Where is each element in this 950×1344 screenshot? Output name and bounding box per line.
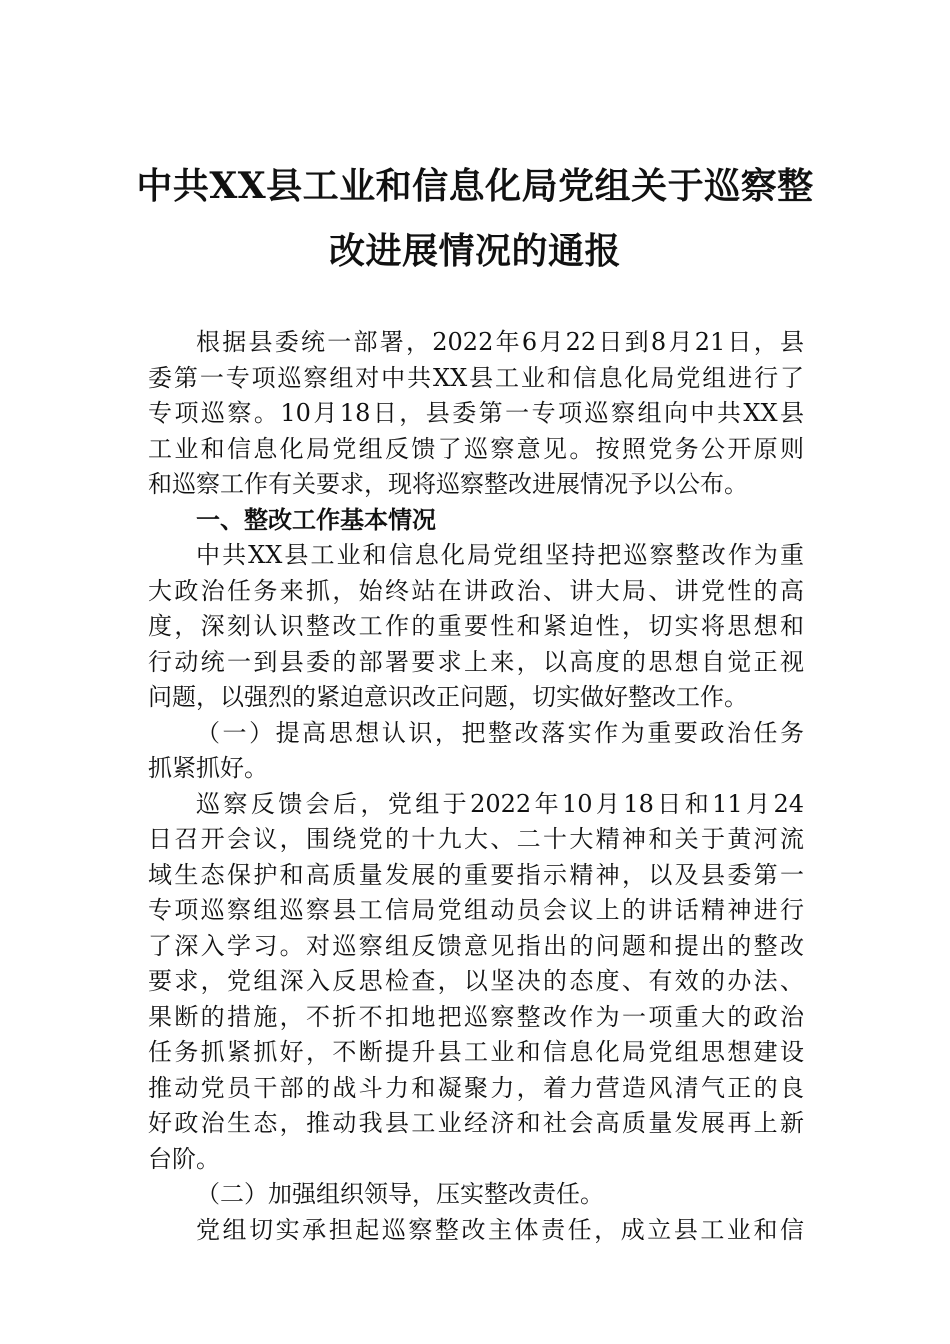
paragraph-line: 要求，党组深入反思检查，以坚决的态度、有效的办法、 [148, 967, 804, 995]
paragraph-line: 日召开会议，围绕党的十九大、二十大精神和关于黄河流 [148, 825, 804, 853]
document-title-line-1: 中共XX县工业和信息化局党组关于巡察整 [136, 165, 814, 207]
paragraph-line: 大政治任务来抓，始终站在讲政治、讲大局、讲党性的高 [148, 576, 804, 605]
paragraph-line: 工业和信息化局党组反馈了巡察意见。按照党务公开原则 [148, 434, 804, 463]
paragraph-line: 度，深刻认识整改工作的重要性和紧迫性，切实将思想和 [148, 612, 804, 640]
subsection-heading-continuation: 抓紧抓好。 [148, 754, 268, 782]
paragraph-line: 问题，以强烈的紧迫意识改正问题，切实做好整改工作。 [148, 683, 748, 711]
subsection-heading: （一）提高思想认识，把整改落实作为重要政治任务 [196, 718, 804, 747]
paragraph-line: 推动党员干部的战斗力和凝聚力，着力营造风清气正的良 [148, 1073, 804, 1102]
paragraph-line: 果断的措施，不折不扣地把巡察整改作为一项重大的政治 [148, 1002, 804, 1031]
paragraph-line: 专项巡察组巡察县工信局党组动员会议上的讲话精神进行 [148, 896, 804, 924]
paragraph-line: 了深入学习。对巡察组反馈意见指出的问题和提出的整改 [148, 931, 804, 960]
subsection-heading: （二）加强组织领导，压实整改责任。 [196, 1180, 604, 1208]
paragraph-line: 党组切实承担起巡察整改主体责任，成立县工业和信 [196, 1215, 804, 1244]
document-body [148, 325, 804, 1248]
paragraph-line: 中共XX县工业和信息化局党组坚持把巡察整改作为重 [196, 541, 804, 569]
paragraph-line: 好政治生态，推动我县工业经济和社会高质量发展再上新 [148, 1109, 804, 1137]
paragraph-line: 巡察反馈会后，党组于2022年10月18日和11月24 [196, 789, 804, 818]
paragraph-line: 域生态保护和高质量发展的重要指示精神，以及县委第一 [148, 860, 804, 889]
document-title-line-2: 改进展情况的通报 [328, 230, 621, 272]
paragraph-line: 行动统一到县委的部署要求上来，以高度的思想自觉正视 [148, 647, 804, 676]
paragraph-line: 任务抓紧抓好，不断提升县工业和信息化局党组思想建设 [148, 1038, 804, 1066]
paragraph-line: 和巡察工作有关要求，现将巡察整改进展情况予以公布。 [148, 470, 748, 498]
paragraph-line: 专项巡察。10月18日，县委第一专项巡察组向中共XX县 [148, 399, 804, 427]
paragraph-line: 根据县委统一部署，2022年6月22日到8月21日，县 [196, 328, 804, 356]
paragraph-line: 委第一专项巡察组对中共XX县工业和信息化局党组进行了 [148, 363, 804, 392]
section-heading: 一、整改工作基本情况 [196, 505, 436, 534]
paragraph-line: 台阶。 [148, 1144, 220, 1173]
